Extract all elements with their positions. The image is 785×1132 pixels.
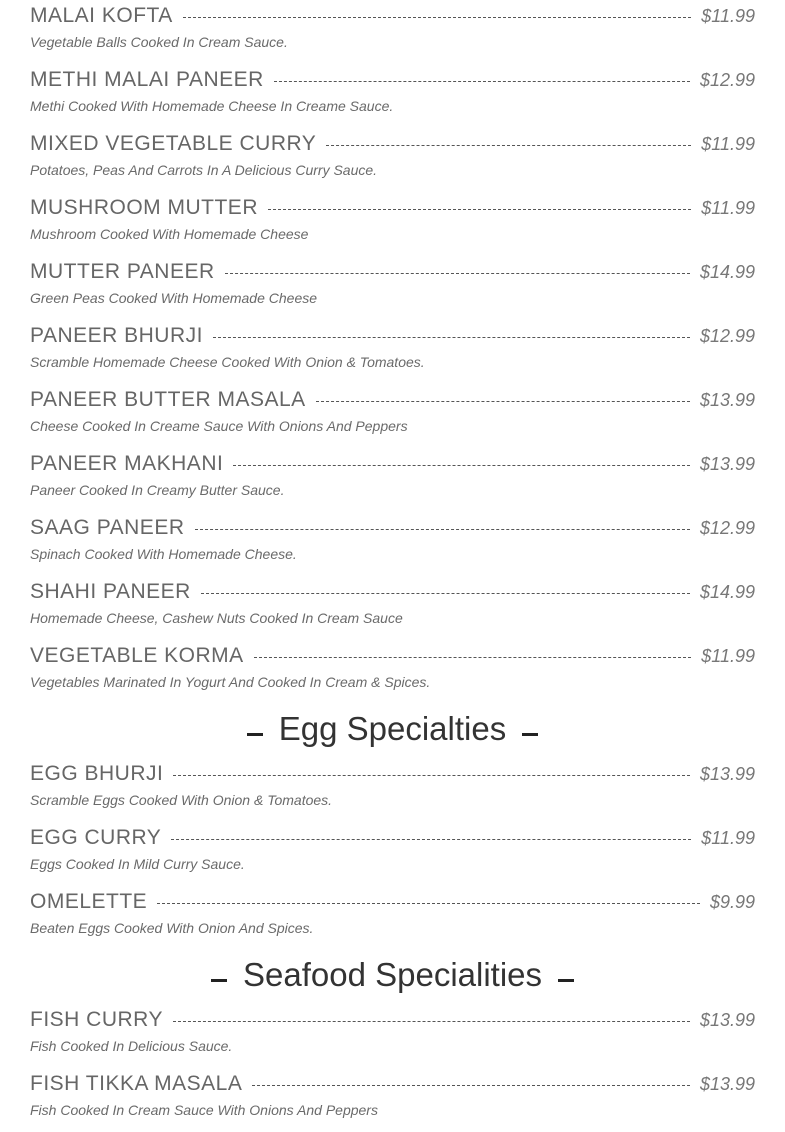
title-dash-right [522, 733, 538, 736]
menu-item-name: VEGETABLE KORMA [30, 644, 244, 667]
dotted-leader [326, 145, 691, 146]
dotted-leader [254, 657, 692, 658]
menu-item-description: Vegetable Balls Cooked In Cream Sauce. [30, 34, 288, 50]
menu-item-name: FISH CURRY [30, 1008, 163, 1031]
menu-item-header [30, 192, 755, 224]
menu-item [30, 192, 755, 256]
menu-item-header [30, 1068, 755, 1100]
menu-item-price: $11.99 [701, 645, 755, 666]
dotted-leader [252, 1085, 690, 1086]
menu-item-header [30, 448, 755, 480]
egg-section-heading [30, 704, 755, 754]
dotted-leader [157, 903, 700, 904]
dotted-leader [171, 839, 691, 840]
menu-item-header [30, 128, 755, 160]
menu-item-description: Fish Cooked In Cream Sauce With Onions And Peppers [30, 1102, 378, 1118]
menu-item-name: MIXED VEGETABLE CURRY [30, 132, 317, 155]
menu-item-name: MUTTER PANEER [30, 260, 215, 283]
menu-item-name: MALAI KOFTA [30, 4, 173, 27]
dotted-leader [225, 273, 690, 274]
menu-item-header [30, 320, 755, 352]
menu-item-name: SHAHI PANEER [30, 580, 191, 603]
section-title-text: Seafood Specialities [242, 956, 543, 993]
menu-item-price: $13.99 [699, 453, 755, 474]
dotted-leader [213, 337, 690, 338]
menu-item-header [30, 886, 755, 918]
menu-item-description: Spinach Cooked With Homemade Cheese. [30, 546, 297, 562]
menu-item-description: Homemade Cheese, Cashew Nuts Cooked In Cream Sauce [30, 610, 403, 626]
dotted-leader [173, 1021, 690, 1022]
dotted-leader [316, 401, 690, 402]
menu-item [30, 384, 755, 448]
menu-item-price: $14.99 [699, 581, 755, 602]
menu-item-header [30, 512, 755, 544]
menu-item-price: $13.99 [699, 763, 755, 784]
dotted-leader [173, 775, 690, 776]
menu-item-name: PANEER MAKHANI [30, 452, 224, 475]
menu-item [30, 576, 755, 640]
menu-item [30, 822, 755, 886]
menu-item-price: $12.99 [699, 325, 755, 346]
dotted-leader [201, 593, 690, 594]
menu-item-description: Scramble Eggs Cooked With Onion & Tomatoes. [30, 792, 333, 808]
seafood-section-heading [30, 950, 755, 1000]
menu-item-description: Vegetables Marinated In Yogurt And Cooked In Cream & Spices. [30, 674, 431, 690]
menu [30, 0, 755, 1132]
menu-item-header [30, 822, 755, 854]
menu-item-price: $12.99 [699, 517, 755, 538]
menu-item [30, 0, 755, 64]
menu-item-header [30, 384, 755, 416]
menu-item-name: PANEER BHURJI [30, 324, 203, 347]
menu-item [30, 886, 755, 950]
menu-item-name: MUSHROOM MUTTER [30, 196, 258, 219]
dotted-leader [274, 81, 690, 82]
menu-item [30, 448, 755, 512]
menu-item-price: $11.99 [701, 5, 755, 26]
menu-item-header [30, 0, 755, 32]
section-title-text: Egg Specialties [278, 710, 507, 747]
dotted-leader [268, 209, 691, 210]
menu-item-header [30, 64, 755, 96]
menu-item [30, 758, 755, 822]
menu-item-name: SAAG PANEER [30, 516, 185, 539]
dotted-leader [233, 465, 690, 466]
menu-item-price: $14.99 [699, 261, 755, 282]
menu-item-description: Scramble Homemade Cheese Cooked With Onion & Tomatoes. [30, 354, 425, 370]
title-dash-left [247, 733, 263, 736]
dotted-leader [195, 529, 690, 530]
menu-item-name: PANEER BUTTER MASALA [30, 388, 306, 411]
menu-item-price: $11.99 [701, 827, 755, 848]
menu-item-description: Mushroom Cooked With Homemade Cheese [30, 226, 309, 242]
menu-item-name: FISH TIKKA MASALA [30, 1072, 243, 1095]
menu-item-description: Eggs Cooked In Mild Curry Sauce. [30, 856, 245, 872]
menu-item-header [30, 576, 755, 608]
menu-item [30, 1004, 755, 1068]
menu-item-price: $11.99 [701, 197, 755, 218]
menu-item-name: EGG BHURJI [30, 762, 164, 785]
menu-item-description: Methi Cooked With Homemade Cheese In Creame Sauce. [30, 98, 394, 114]
menu-item-name: METHI MALAI PANEER [30, 68, 264, 91]
menu-item-price: $12.99 [699, 69, 755, 90]
menu-item-header [30, 256, 755, 288]
menu-item-description: Potatoes, Peas And Carrots In A Delicious Curry Sauce. [30, 162, 378, 178]
menu-item-name: EGG CURRY [30, 826, 162, 849]
menu-item-description: Fish Cooked In Delicious Sauce. [30, 1038, 233, 1054]
menu-item-description: Green Peas Cooked With Homemade Cheese [30, 290, 318, 306]
menu-item-name: OMELETTE [30, 890, 148, 913]
menu-item [30, 320, 755, 384]
title-dash-left [211, 979, 227, 982]
menu-item-description: Cheese Cooked In Creame Sauce With Onions And Peppers [30, 418, 408, 434]
menu-item-description: Beaten Eggs Cooked With Onion And Spices. [30, 920, 314, 936]
menu-item-header [30, 758, 755, 790]
menu-item [30, 512, 755, 576]
menu-item-header [30, 640, 755, 672]
menu-item-price: $13.99 [699, 389, 755, 410]
menu-item [30, 1068, 755, 1132]
menu-item-header [30, 1004, 755, 1036]
menu-item [30, 64, 755, 128]
menu-item [30, 256, 755, 320]
menu-item-price: $13.99 [699, 1009, 755, 1030]
menu-item [30, 128, 755, 192]
title-dash-right [558, 979, 574, 982]
menu-item [30, 640, 755, 704]
menu-item-price: $13.99 [699, 1073, 755, 1094]
menu-item-description: Paneer Cooked In Creamy Butter Sauce. [30, 482, 285, 498]
menu-item-price: $9.99 [709, 891, 755, 912]
menu-item-price: $11.99 [701, 133, 755, 154]
dotted-leader [183, 17, 691, 18]
